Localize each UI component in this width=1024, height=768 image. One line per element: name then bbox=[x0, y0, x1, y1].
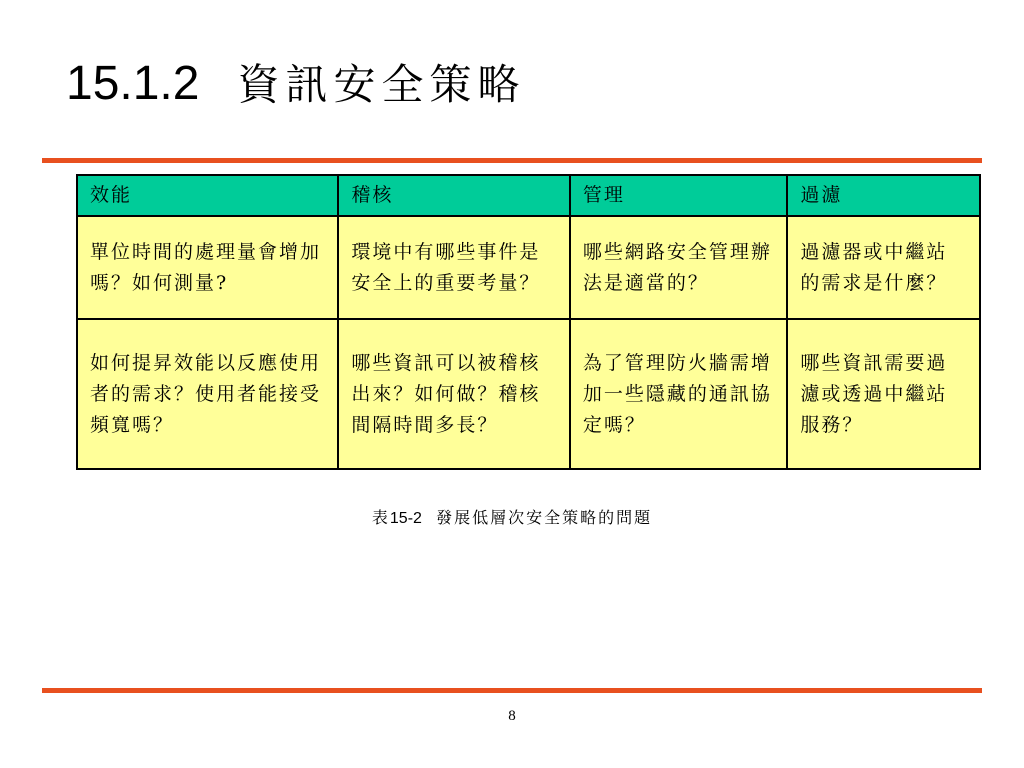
table-header-row bbox=[77, 175, 980, 216]
table-cell: 為了管理防火牆需增加一些隱藏的通訊協定嗎？ bbox=[570, 319, 788, 469]
table-cell: 過濾器或中繼站的需求是什麼？ bbox=[787, 216, 980, 319]
table-row bbox=[77, 319, 980, 469]
header-cell-filtering: 過濾 bbox=[787, 175, 980, 216]
bottom-divider bbox=[42, 688, 982, 693]
top-divider bbox=[42, 158, 982, 163]
table-cell: 哪些資訊可以被稽核出來？如何做？稽核間隔時間多長？ bbox=[338, 319, 569, 469]
table-caption bbox=[0, 505, 1024, 528]
caption-prefix: 表 bbox=[371, 508, 390, 527]
caption-text: 發展低層次安全策略的問題 bbox=[436, 508, 653, 527]
table-row bbox=[77, 216, 980, 319]
caption-number: 15-2 bbox=[389, 510, 422, 527]
header-cell-audit: 稽核 bbox=[338, 175, 569, 216]
table-cell: 單位時間的處理量會增加嗎？如何測量? bbox=[77, 216, 338, 319]
table-cell: 哪些資訊需要過濾或透過中繼站服務？ bbox=[787, 319, 980, 469]
table-cell: 如何提昇效能以反應使用者的需求？使用者能接受頻寬嗎？ bbox=[77, 319, 338, 469]
section-number: 15.1.2 bbox=[66, 57, 200, 110]
header-cell-management: 管理 bbox=[570, 175, 788, 216]
section-title: 資訊安全策略 bbox=[237, 60, 526, 109]
table-cell: 環境中有哪些事件是安全上的重要考量？ bbox=[338, 216, 569, 319]
page-number: 8 bbox=[508, 708, 516, 724]
table-cell: 哪些網路安全管理辦法是適當的？ bbox=[570, 216, 788, 319]
header-cell-performance: 效能 bbox=[77, 175, 338, 216]
policy-questions-table bbox=[76, 174, 981, 470]
slide-title bbox=[66, 52, 525, 116]
